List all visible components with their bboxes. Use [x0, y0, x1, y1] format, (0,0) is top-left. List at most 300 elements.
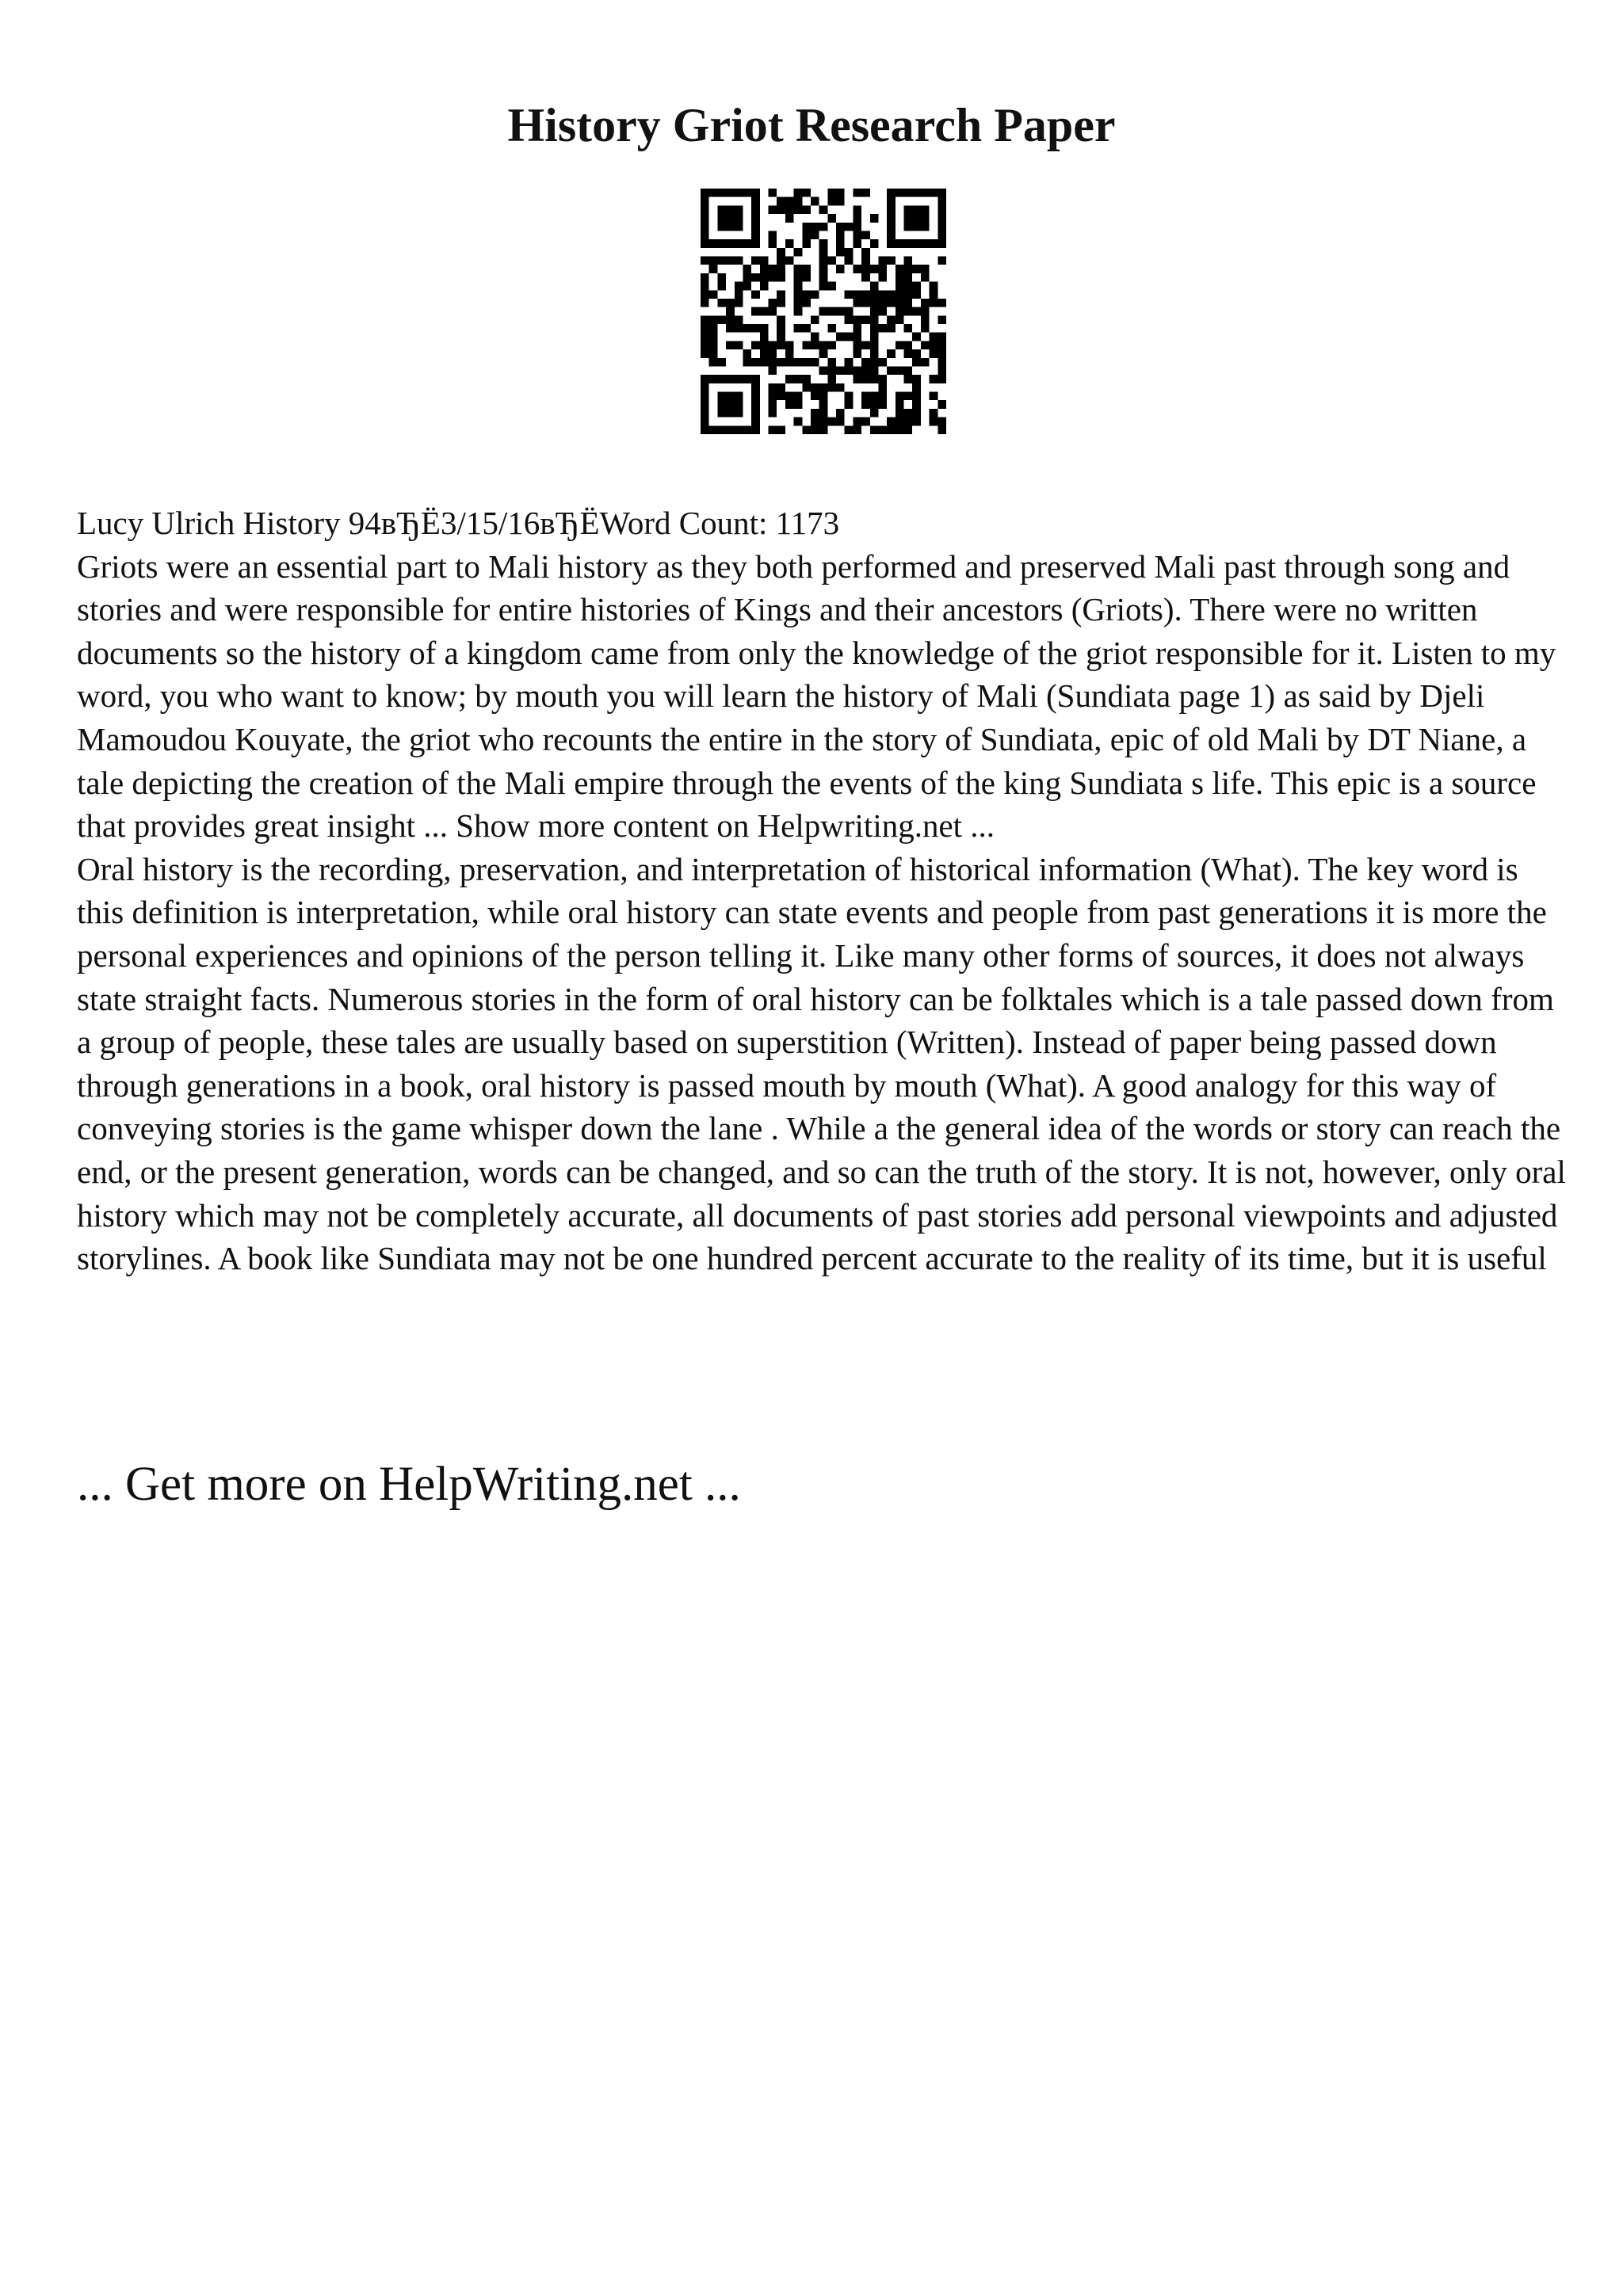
- qr-module: [921, 341, 930, 349]
- qr-module: [819, 400, 828, 409]
- qr-module: [735, 400, 743, 409]
- qr-module: [836, 248, 845, 257]
- paragraph-2: Oral history is the recording, preservation, and interpretation of historical information (What). The key word is this definition is interpretation, while oral history can state events and people from past generations it is more the personal experiences and opinions of the person telling it. Like many other forms of sources, it does not always state straight facts. Numerous stories in the form of oral history can be folktales which is a tale passed down from a group of people, these tales are usually based on superstition (Written). Instead of paper being passed down through generations in a book, oral history is passed mouth by mouth (What). A good analogy for this way of conveying stories is the game whisper down the lane . While a the general idea of the words or story can reach the end, or the present generation, words can be changed, and so can the truth of the story. It is not, however, only oral history which may not be completely accurate, all documents of past stories add personal viewpoints and adjusted storylines. A book like Sundiata may not be one hundred percent accurate to the reality of its time, but it is useful: [77, 850, 1566, 1277]
- qr-module: [751, 341, 760, 349]
- qr-module: [717, 425, 726, 434]
- qr-module: [701, 239, 709, 248]
- qr-module: [930, 282, 938, 291]
- qr-module: [861, 315, 870, 324]
- qr-module: [836, 189, 845, 197]
- qr-module: [853, 349, 861, 358]
- qr-module: [717, 299, 726, 307]
- qr-module: [904, 239, 913, 248]
- qr-module: [717, 282, 726, 291]
- qr-module: [845, 400, 854, 409]
- qr-module: [836, 265, 845, 273]
- qr-module: [819, 205, 828, 214]
- qr-module: [751, 257, 760, 265]
- qr-module: [836, 223, 845, 231]
- qr-module: [938, 400, 946, 409]
- qr-module: [709, 265, 718, 273]
- qr-module: [930, 392, 938, 401]
- qr-module: [896, 418, 904, 426]
- qr-module: [845, 366, 854, 375]
- essay-body: [77, 502, 1567, 1280]
- qr-module: [726, 205, 735, 214]
- qr-module: [836, 231, 845, 239]
- qr-module: [769, 349, 777, 358]
- qr-module: [930, 418, 938, 426]
- qr-module: [930, 375, 938, 383]
- qr-module: [802, 324, 811, 333]
- qr-module: [836, 239, 845, 248]
- qr-module: [760, 257, 769, 265]
- qr-module: [802, 358, 811, 367]
- qr-module: [751, 324, 760, 333]
- qr-module: [777, 315, 785, 324]
- qr-module: [769, 189, 777, 197]
- qr-module: [921, 273, 930, 282]
- qr-module: [896, 341, 904, 349]
- qr-module: [811, 418, 819, 426]
- qr-module: [751, 409, 760, 418]
- qr-module: [870, 299, 879, 307]
- qr-module: [735, 409, 743, 418]
- qr-code-icon: [701, 189, 946, 434]
- qr-module: [802, 425, 811, 434]
- qr-module: [921, 214, 930, 223]
- qr-module: [938, 299, 946, 307]
- qr-module: [878, 273, 887, 282]
- qr-module: [701, 400, 709, 409]
- qr-module: [726, 239, 735, 248]
- qr-module: [853, 324, 861, 333]
- qr-module: [717, 189, 726, 197]
- qr-module: [785, 392, 794, 401]
- qr-module: [785, 257, 794, 265]
- qr-module: [717, 205, 726, 214]
- qr-module: [870, 324, 879, 333]
- qr-module: [769, 341, 777, 349]
- qr-module: [751, 400, 760, 409]
- qr-module: [819, 349, 828, 358]
- qr-module: [896, 315, 904, 324]
- qr-module: [912, 265, 921, 273]
- qr-module: [735, 341, 743, 349]
- qr-module: [921, 307, 930, 316]
- qr-module: [717, 223, 726, 231]
- qr-module: [777, 333, 785, 341]
- qr-module: [785, 214, 794, 223]
- qr-module: [845, 358, 854, 367]
- qr-module: [717, 214, 726, 223]
- qr-module: [819, 239, 828, 248]
- qr-module: [726, 409, 735, 418]
- qr-module: [904, 299, 913, 307]
- qr-module: [853, 205, 861, 214]
- qr-module: [735, 189, 743, 197]
- qr-module: [802, 265, 811, 273]
- qr-module: [938, 341, 946, 349]
- qr-module: [878, 265, 887, 273]
- qr-module: [777, 205, 785, 214]
- qr-module: [743, 273, 751, 282]
- qr-module: [912, 392, 921, 401]
- qr-module: [701, 409, 709, 418]
- qr-module: [878, 425, 887, 434]
- qr-module: [802, 239, 811, 248]
- qr-module: [717, 257, 726, 265]
- qr-module: [861, 418, 870, 426]
- qr-module: [811, 223, 819, 231]
- qr-module: [870, 392, 879, 401]
- qr-module: [853, 299, 861, 307]
- qr-module: [701, 341, 709, 349]
- qr-module: [912, 223, 921, 231]
- qr-module: [921, 324, 930, 333]
- qr-module: [904, 290, 913, 299]
- qr-module: [938, 214, 946, 223]
- qr-module: [802, 383, 811, 392]
- qr-module: [921, 358, 930, 367]
- qr-module: [819, 383, 828, 392]
- qr-module: [896, 409, 904, 418]
- qr-module: [751, 205, 760, 214]
- qr-module: [735, 392, 743, 401]
- qr-module: [870, 333, 879, 341]
- qr-module: [802, 273, 811, 282]
- qr-module: [819, 307, 828, 316]
- qr-module: [912, 214, 921, 223]
- qr-module: [811, 383, 819, 392]
- qr-module: [930, 299, 938, 307]
- qr-module: [819, 248, 828, 257]
- qr-code-graphic: [701, 189, 946, 434]
- qr-module: [735, 257, 743, 265]
- qr-module: [845, 257, 854, 265]
- qr-module: [794, 189, 803, 197]
- qr-module: [827, 324, 836, 333]
- qr-module: [769, 392, 777, 401]
- qr-module: [743, 239, 751, 248]
- qr-module: [794, 282, 803, 291]
- qr-module: [701, 273, 709, 282]
- qr-module: [811, 358, 819, 367]
- qr-module: [743, 282, 751, 291]
- qr-module: [861, 341, 870, 349]
- qr-module: [794, 358, 803, 367]
- qr-module: [717, 239, 726, 248]
- qr-module: [861, 400, 870, 409]
- qr-module: [785, 341, 794, 349]
- qr-module: [794, 324, 803, 333]
- qr-module: [709, 290, 718, 299]
- qr-module: [701, 315, 709, 324]
- qr-module: [853, 239, 861, 248]
- qr-module: [701, 282, 709, 291]
- qr-module: [769, 425, 777, 434]
- qr-module: [811, 197, 819, 206]
- qr-module: [701, 189, 709, 197]
- qr-module: [701, 223, 709, 231]
- qr-module: [870, 349, 879, 358]
- qr-module: [887, 257, 896, 265]
- qr-module: [794, 273, 803, 282]
- qr-module: [701, 333, 709, 341]
- qr-module: [819, 425, 828, 434]
- qr-module: [769, 239, 777, 248]
- qr-module: [887, 231, 896, 239]
- qr-module: [709, 375, 718, 383]
- qr-module: [938, 366, 946, 375]
- qr-module: [861, 273, 870, 282]
- qr-module: [904, 307, 913, 316]
- qr-module: [845, 392, 854, 401]
- qr-module: [751, 231, 760, 239]
- qr-module: [878, 307, 887, 316]
- qr-module: [845, 333, 854, 341]
- qr-module: [878, 324, 887, 333]
- qr-module: [836, 383, 845, 392]
- qr-module: [794, 299, 803, 307]
- qr-module: [709, 257, 718, 265]
- qr-module: [811, 425, 819, 434]
- qr-module: [861, 265, 870, 273]
- qr-module: [802, 290, 811, 299]
- qr-module: [709, 425, 718, 434]
- qr-module: [887, 299, 896, 307]
- qr-module: [802, 205, 811, 214]
- qr-module: [870, 425, 879, 434]
- qr-module: [743, 265, 751, 273]
- qr-module: [912, 189, 921, 197]
- qr-module: [819, 409, 828, 418]
- qr-module: [938, 257, 946, 265]
- qr-module: [938, 223, 946, 231]
- qr-module: [912, 307, 921, 316]
- qr-module: [735, 214, 743, 223]
- qr-module: [751, 189, 760, 197]
- qr-module: [819, 418, 828, 426]
- qr-module: [938, 349, 946, 358]
- qr-module: [921, 223, 930, 231]
- qr-module: [726, 257, 735, 265]
- qr-module: [896, 265, 904, 273]
- qr-module: [896, 273, 904, 282]
- qr-module: [853, 189, 861, 197]
- qr-module: [794, 307, 803, 316]
- qr-module: [853, 418, 861, 426]
- qr-module: [760, 282, 769, 291]
- qr-module: [701, 290, 709, 299]
- qr-module: [819, 223, 828, 231]
- qr-module: [861, 299, 870, 307]
- qr-module: [794, 265, 803, 273]
- qr-module: [701, 392, 709, 401]
- get-more-link[interactable]: ... Get more on HelpWriting.net ...: [77, 1458, 741, 1511]
- qr-module: [887, 315, 896, 324]
- qr-module: [785, 358, 794, 367]
- qr-module: [743, 349, 751, 358]
- qr-module: [717, 315, 726, 324]
- qr-module: [853, 375, 861, 383]
- qr-module: [751, 418, 760, 426]
- qr-module: [717, 409, 726, 418]
- qr-module: [896, 400, 904, 409]
- qr-module: [769, 205, 777, 214]
- qr-module: [760, 341, 769, 349]
- qr-module: [870, 214, 879, 223]
- qr-module: [769, 383, 777, 392]
- qr-module: [802, 189, 811, 197]
- qr-module: [938, 358, 946, 367]
- qr-module: [896, 299, 904, 307]
- qr-module: [887, 197, 896, 206]
- qr-module: [853, 265, 861, 273]
- qr-module: [904, 324, 913, 333]
- qr-module: [794, 248, 803, 257]
- qr-module: [709, 324, 718, 333]
- qr-module: [904, 223, 913, 231]
- qr-module: [751, 383, 760, 392]
- qr-module: [751, 290, 760, 299]
- qr-module: [785, 205, 794, 214]
- qr-module: [709, 349, 718, 358]
- qr-module: [938, 418, 946, 426]
- qr-module: [887, 324, 896, 333]
- qr-module: [726, 324, 735, 333]
- qr-module: [938, 205, 946, 214]
- qr-module: [921, 239, 930, 248]
- qr-module: [904, 409, 913, 418]
- qr-module: [726, 400, 735, 409]
- qr-module: [794, 375, 803, 383]
- qr-module: [904, 189, 913, 197]
- qr-module: [912, 409, 921, 418]
- qr-module: [769, 400, 777, 409]
- qr-module: [811, 315, 819, 324]
- qr-module: [777, 248, 785, 257]
- qr-module: [930, 290, 938, 299]
- qr-module: [912, 349, 921, 358]
- qr-module: [938, 197, 946, 206]
- qr-module: [777, 197, 785, 206]
- qr-module: [896, 282, 904, 291]
- qr-module: [870, 358, 879, 367]
- qr-module: [811, 409, 819, 418]
- qr-module: [811, 341, 819, 349]
- qr-module: [938, 189, 946, 197]
- qr-module: [896, 366, 904, 375]
- qr-module: [878, 383, 887, 392]
- page-title: History Griot Research Paper: [507, 99, 1116, 151]
- qr-module: [853, 214, 861, 223]
- qr-module: [819, 392, 828, 401]
- qr-module: [887, 214, 896, 223]
- qr-module: [853, 366, 861, 375]
- qr-module: [904, 418, 913, 426]
- qr-module: [794, 392, 803, 401]
- qr-module: [701, 349, 709, 358]
- qr-module: [701, 231, 709, 239]
- qr-module: [751, 273, 760, 282]
- qr-module: [887, 366, 896, 375]
- qr-module: [701, 324, 709, 333]
- qr-module: [845, 425, 854, 434]
- qr-module: [912, 400, 921, 409]
- qr-module: [743, 425, 751, 434]
- qr-module: [769, 273, 777, 282]
- qr-module: [709, 358, 718, 367]
- qr-module: [853, 290, 861, 299]
- qr-module: [811, 290, 819, 299]
- qr-module: [912, 205, 921, 214]
- qr-module: [870, 400, 879, 409]
- qr-module: [930, 333, 938, 341]
- qr-module: [887, 189, 896, 197]
- qr-module: [861, 375, 870, 383]
- qr-module: [845, 290, 854, 299]
- qr-module: [811, 333, 819, 341]
- qr-module: [836, 197, 845, 206]
- qr-module: [819, 341, 828, 349]
- qr-module: [878, 257, 887, 265]
- qr-module: [921, 265, 930, 273]
- qr-module: [769, 366, 777, 375]
- qr-module: [921, 205, 930, 214]
- qr-module: [819, 257, 828, 265]
- qr-module: [751, 214, 760, 223]
- qr-module: [904, 425, 913, 434]
- qr-module: [827, 418, 836, 426]
- qr-module: [904, 375, 913, 383]
- qr-module: [751, 425, 760, 434]
- qr-module: [769, 307, 777, 316]
- qr-module: [904, 366, 913, 375]
- qr-module: [930, 239, 938, 248]
- qr-module: [904, 392, 913, 401]
- qr-module: [938, 315, 946, 324]
- qr-module: [912, 239, 921, 248]
- qr-module: [827, 366, 836, 375]
- qr-module: [878, 358, 887, 367]
- qr-module: [938, 333, 946, 341]
- qr-module: [912, 282, 921, 291]
- qr-module: [735, 375, 743, 383]
- qr-module: [794, 400, 803, 409]
- qr-module: [811, 392, 819, 401]
- qr-module: [921, 299, 930, 307]
- qr-module: [878, 392, 887, 401]
- qr-module: [887, 205, 896, 214]
- qr-module: [735, 425, 743, 434]
- qr-module: [904, 205, 913, 214]
- author-header-line: Lucy Ulrich History 94вЂЁ3/15/16вЂЁWord Count: 1173: [77, 505, 840, 541]
- qr-module: [938, 425, 946, 434]
- qr-module: [802, 341, 811, 349]
- qr-module: [794, 205, 803, 214]
- qr-module: [701, 299, 709, 307]
- qr-module: [785, 400, 794, 409]
- qr-module: [861, 248, 870, 257]
- qr-module: [912, 358, 921, 367]
- qr-module: [819, 366, 828, 375]
- qr-module: [701, 205, 709, 214]
- qr-module: [853, 231, 861, 239]
- qr-module: [827, 189, 836, 197]
- qr-module: [802, 223, 811, 231]
- qr-module: [802, 375, 811, 383]
